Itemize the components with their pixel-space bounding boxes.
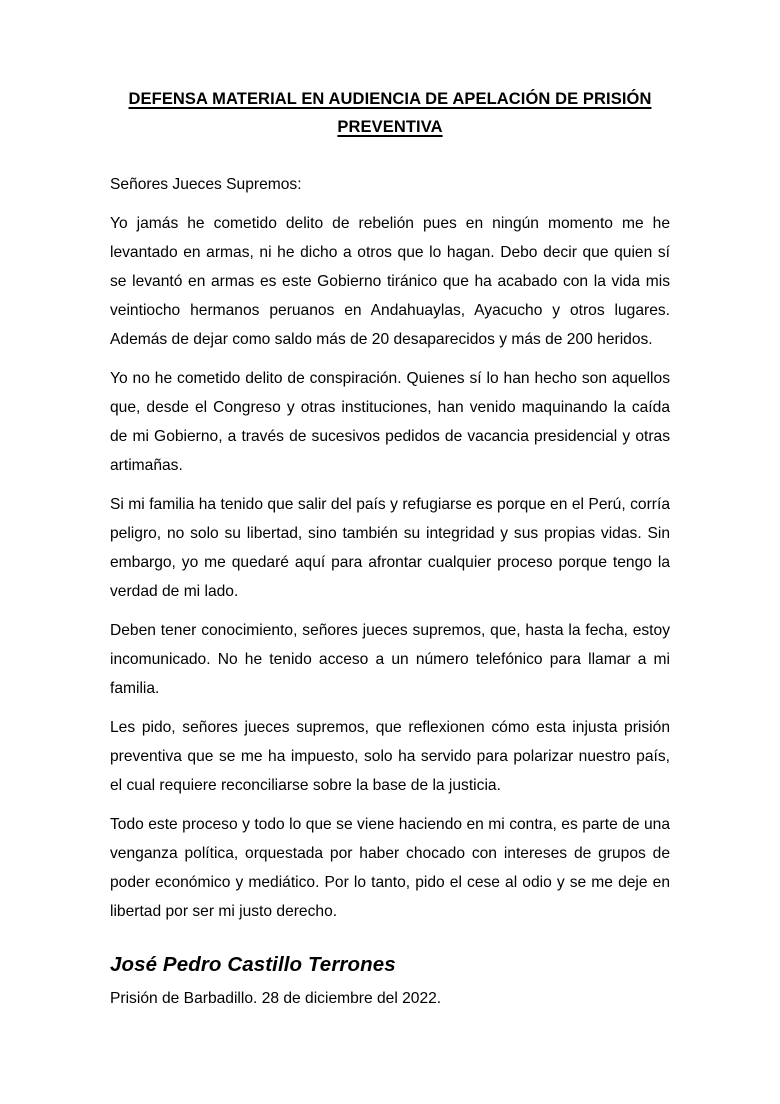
document-body — [110, 86, 670, 1012]
signature-place-date: Prisión de Barbadillo. 28 de diciembre del 2022. — [110, 990, 442, 1007]
salutation: Señores Jueces Supremos: — [110, 176, 302, 193]
paragraph-5: Les pido, señores jueces supremos, que reflexionen cómo esta injusta prisión preventiva que se me ha impuesto, solo ha servido para polarizar nuestro país, el cual requiere reconciliarse sobre la base de la justicia. — [110, 719, 670, 794]
title-line-2: PREVENTIVA — [337, 118, 443, 136]
paragraph-3: Si mi familia ha tenido que salir del país y refugiarse es porque en el Perú, corría peligro, no solo su libertad, sino también su integridad y sus propias vidas. Sin embargo, yo me quedaré aquí para afrontar cualquier proceso porque tengo la verdad de mi lado. — [110, 496, 670, 600]
title-line-1-row — [110, 86, 670, 112]
paragraph-6: Todo este proceso y todo lo que se viene haciendo en mi contra, es parte de una venganza política, orquestada por haber chocado con intereses de grupos de poder económico y mediático. Por lo tanto, pido el cese al odio y se me deje en libertad por ser mi justo derecho. — [110, 816, 670, 920]
title-line-1: DEFENSA MATERIAL EN AUDIENCIA DE APELACIÓN DE PRISIÓN — [128, 90, 652, 108]
title-line-2-row — [110, 114, 670, 140]
paragraph-1: Yo jamás he cometido delito de rebelión pues en ningún momento me he levantado en armas, ni he dicho a otros que lo hagan. Debo decir que quien sí se levantó en armas es este Gobierno tiránico que ha acabado con la vida mis veintiocho hermanos peruanos en Andahuaylas, Ayacucho y otros lugares. Además de dejar como saldo más de 20 desaparecidos y más de 200 heridos. — [110, 215, 670, 348]
document-title — [110, 86, 670, 140]
signature-name: José Pedro Castillo Terrones — [110, 953, 396, 976]
paragraph-2: Yo no he cometido delito de conspiración. Quienes sí lo han hecho son aquellos que, desde el Congreso y otras instituciones, han venido maquinando la caída de mi Gobierno, a través de sucesivos pedidos de vacancia presidencial y otras artimañas. — [110, 370, 670, 474]
paragraph-4: Deben tener conocimiento, señores jueces supremos, que, hasta la fecha, estoy incomunicado. No he tenido acceso a un número telefónico para llamar a mi familia. — [110, 622, 670, 697]
